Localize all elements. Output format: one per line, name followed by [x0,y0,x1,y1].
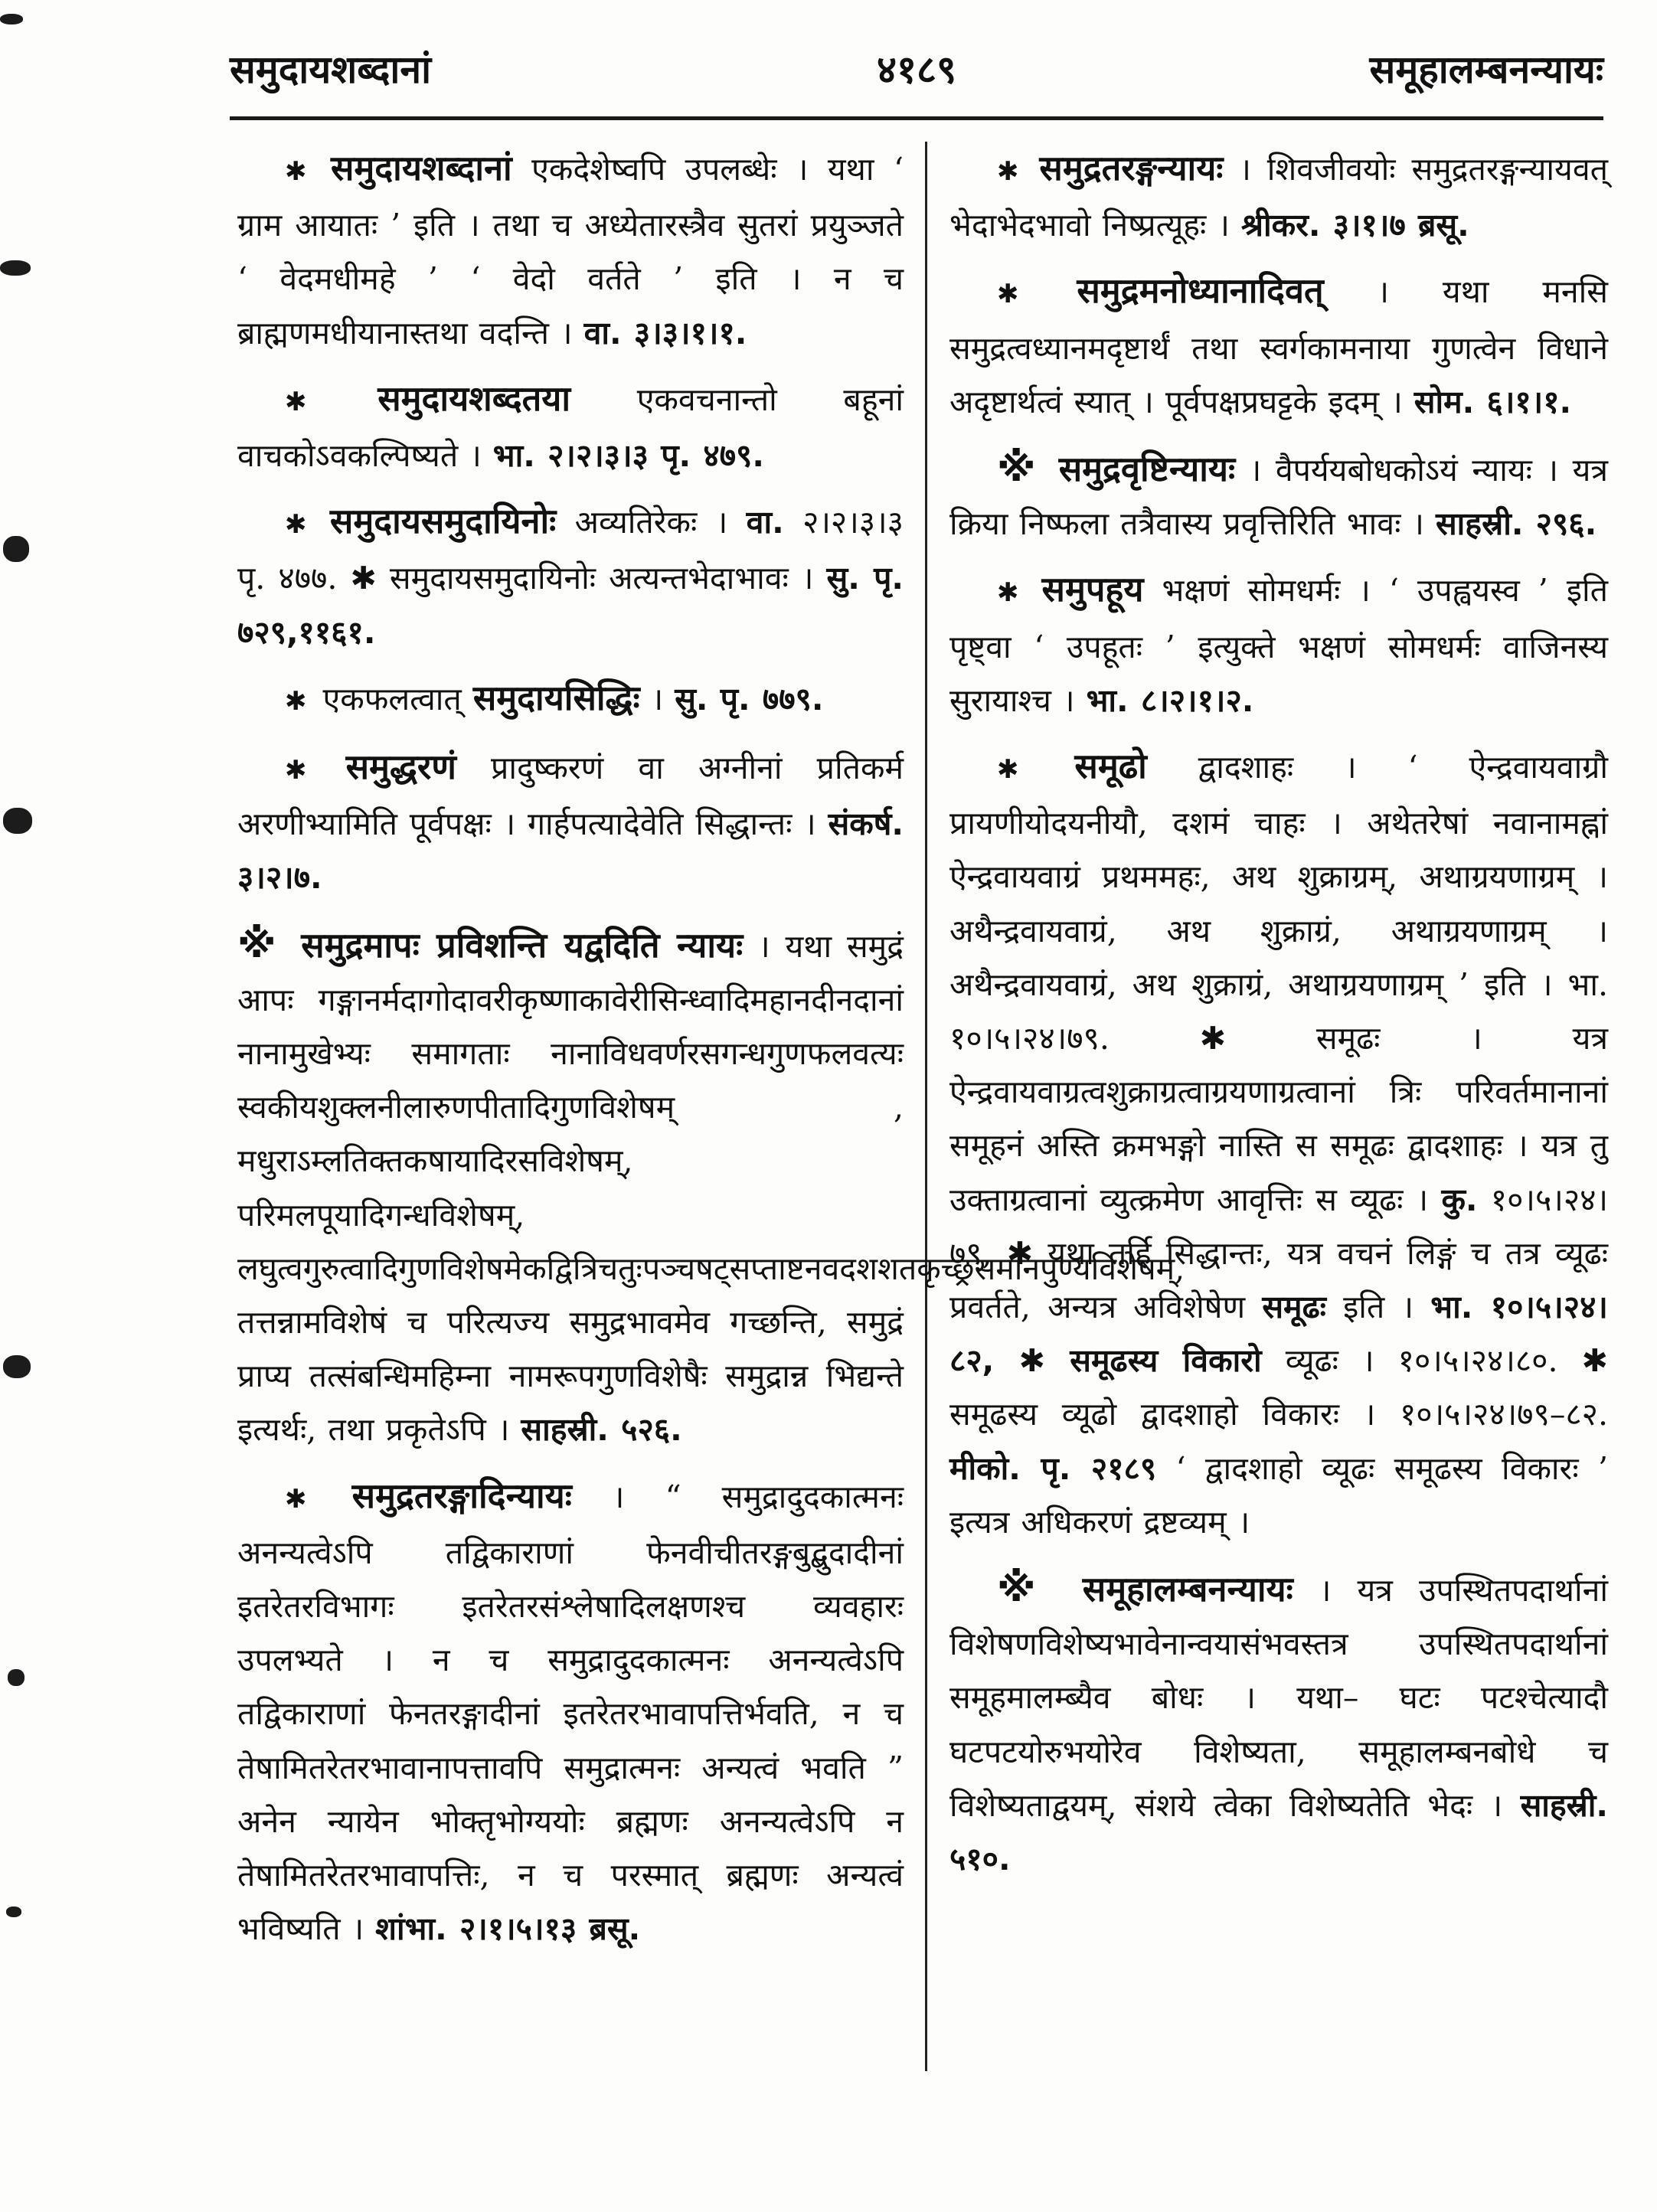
entry-text: ‘ द्वादशाहो व्यूढः समूढस्य विकारः ’ इत्यत्र अधिकरणं द्रष्टव्यम् । [949,1449,1608,1541]
entry-text: । शिवजीवयोः समुद्रतरङ्गन्यायवत् भेदाभेदभावो निष्प्रत्यूहः । [949,151,1608,244]
entry-source: भा. ८।२।१।२. [1086,681,1254,719]
entry-source: साहस्री. ५२६. [521,1411,682,1449]
entry-text: १०।५।२४।७९, ✱ यथा तर्हि सिद्धान्तः, यत्र वचनं लिङ्गं च तत्र व्यूढः प्रवर्तते, अन्यत्र अविशेषेण [949,1181,1608,1326]
entry-text: । [651,680,675,717]
scan-speck [0,14,23,25]
right-column [949,142,1608,1898]
nyaya-marker-icon: ※ [997,445,1039,492]
entry-text: द्वादशाहः । ‘ ऐन्द्रवायवाग्रौ प्रायणीयोदयनीयौ, दशमं चाहः । अथेतरेषां नवानामह्नां ऐन्द्रवायवाग्रं प्रथममहः, अथ शुक्राग्रम्, अथाग्रयणाग्रम् । अथैन्द्रवायवाग्रं, अथ शुक्राग्रं, अथाग्रयणाग्रम् । अथैन्द्रवायवाग्रं, अथ शुक्राग्रं, अथाग्रयणाग्रम् ’ इति । भा. १०।५।२४।७९. ✱ समूढः । यत्र ऐन्द्रवायवाग्रत्वशुक्राग्रत्वाग्रयणाग्रत्वानां त्रिः परिवर्तमानानां समूहनं अस्ति क्रमभङ्गो नास्ति स समूढः द्वादशाहः । यत्र तु उक्ताग्रत्वानां व्युत्क्रमेण आवृत्तिः स व्यूढः । [949,749,1608,1218]
entry-source: शांभा. २।१।५।१३ ब्रसू. [375,1910,641,1948]
entry-marker: ✱ [997,279,1019,310]
dictionary-entry [949,563,1608,727]
entry-text: २।२।३।३ पृ. ४७७. ✱ समुदायसमुदायिनोः अत्यन्तभेदाभावः । [237,504,904,597]
header-left-guideword: समुदायशब्दानां [230,47,432,92]
entry-headword: समुपहूय [1041,569,1144,610]
entry-text: । यत्र उपस्थितपदार्थानां विशेषणविशेष्यभावेनान्वयासंभवस्तत्र उपस्थितपदार्थानां समूहमालम्ब्यैव बोधः । यथा– घटः पटश्चेत्यादौ घटपटयोरुभयोरेव विशेष्यता, समूहालम्बनबोधे च विशेष्यताद्वयम्, संशये त्वेका विशेष्यतेति भेदः । [949,1572,1608,1824]
dictionary-entry [949,264,1608,429]
dictionary-entry [949,441,1608,551]
entry-source: संकर्ष. ३।२।७. [237,805,904,897]
entry-headword: समुदायशब्दतया [377,377,571,419]
header-right-guideword: समूहालम्बनन्यायः [1369,47,1603,92]
entry-text: व्यूढः । १०।५।२४।८०. ✱ समूढस्य व्यूढो द्वादशाहो विकारः । १०।५।२४।७९–८२. [949,1342,1608,1433]
entry-marker: ✱ [285,755,307,786]
dictionary-entry [237,495,904,659]
entry-text: अव्यतिरेकः । [574,504,747,541]
entry-marker: ✱ [285,685,307,717]
entry-text: इति । [1343,1289,1431,1326]
entry-text: प्रादुष्करणं वा अग्नीनां प्रतिकर्म अरणीभ्यामिति पूर्वपक्षः । गार्हपत्यादेवेति सिद्धान्तः । [237,750,904,843]
entry-text: । वैपर्ययबोधकोऽयं न्यायः । यत्र क्रिया निष्फला तत्रैवास्य प्रवृत्तिरिति भावः । [949,452,1608,543]
entry-marker: ✱ [997,577,1019,609]
entry-headword: समूहालम्बनन्यायः [1082,1569,1293,1610]
entry-marker: ✱ [285,509,307,541]
entry-marker: ✱ [285,386,307,417]
entry-source: कु. [1441,1181,1478,1218]
running-header [230,42,1603,119]
entry-source: समूढः [1262,1289,1326,1326]
scan-speck [8,1669,25,1686]
scan-speck [3,1355,31,1378]
entry-source: साहस्री. ५१०. [949,1786,1608,1878]
entry-source: भा. १०।५।२४।८२, ✱ समूढस्य विकारो [949,1289,1608,1380]
entry-source: भा. २।२।३।३ पृ. ४७९. [492,437,764,475]
scan-speck [0,260,31,276]
dictionary-entry [237,740,904,905]
dictionary-entry [949,142,1608,252]
scan-speck [3,536,29,562]
dictionary-entry [237,142,904,360]
entry-marker: ✱ [997,156,1019,187]
entry-source: मीको. पृ. २१८९ [949,1449,1157,1487]
header-rule [230,116,1603,120]
dictionary-entry [237,372,904,482]
entry-marker: ✱ [997,754,1019,786]
entry-headword: समूढो [1074,746,1147,787]
entry-text: । यथा मनसि समुद्रत्वध्यानमदृष्टार्थं तथा स्वर्गकामनाया गुणत्वेन विधाने अदृष्टार्थत्वं स्यात् । पूर्वपक्षप्रघट्टके इदम् । [949,273,1608,420]
entry-source: वा. [746,504,784,541]
entry-source: सोम. ६।१।१. [1414,383,1572,420]
entry-text: एकवचनान्तो बहूनां वाचकोऽवकल्पिष्यते । [237,381,904,475]
entry-headword: समुदायसिद्धिः [472,677,640,718]
column-divider [925,142,927,2071]
entry-source: श्रीकर. ३।१।७ ब्रसू. [1240,207,1469,244]
scan-speck [6,1907,21,1917]
dictionary-entry [237,671,904,728]
entry-text: एकफलत्वात् [322,680,473,717]
entry-marker: ✱ [285,156,307,187]
entry-source: साहस्री. २९६. [1435,505,1597,543]
entry-headword: समुद्रतरङ्गन्यायः [1039,148,1224,188]
scan-speck [3,808,32,834]
entry-source: वा. ३।३।१।१. [583,314,747,351]
entry-headword: समुद्रतरङ्गादिन्यायः [351,1475,572,1516]
entry-text: एकदेशेष्वपि उपलब्धेः । यथा ‘ ग्राम आयातः ’ इति । तथा च अध्येतारस्त्रैव सुतरां प्रयुञ्जते ‘ वेदमधीमहे ’ ‘ वेदो वर्तते ’ इति । न च ब्राह्मणमधीयानास्तथा वदन्ति । [237,151,904,351]
entry-source: सु. पृ. ७७९. [675,680,824,717]
dictionary-entry [949,1561,1608,1886]
entry-marker: ✱ [285,1483,307,1514]
dictionary-entry [237,1469,904,1956]
entry-text: । “ समुद्रादुदकात्मनः अनन्यत्वेऽपि तद्विकाराणां फेनवीचीतरङ्गबुद्बुदादीनां इतरेतरविभागः इतरेतरसंश्लेषादिलक्षणश्च व्यवहारः उपलभ्यते । न च समुद्रादुदकात्मनः अनन्यत्वेऽपि तद्विकाराणां फेनतरङ्गादीनां इतरेतरभावापत्तिर्भवति, न च तेषामितरेतरभावानापत्तावपि समुद्रात्मनः अन्यत्वं भवति ” अनेन न्यायेन भोक्तृभोग्ययोः ब्रह्मणः अनन्यत्वेऽपि न तेषामितरेतरभावापत्तिः, न च परस्मात् ब्रह्मणः अन्यत्वं भविष्यति । [237,1478,904,1948]
page-number: ४१८९ [877,47,956,92]
entry-headword: समुद्रमनोध्यानादिवत् [1077,270,1324,312]
entry-headword: समुद्धरणं [345,747,456,788]
entry-text: भक्षणं सोमधर्मः । ‘ उपह्वयस्व ’ इति पृष्ट्वा ‘ उपहूतः ’ इत्युक्ते भक्षणं सोमधर्मः वाजिनस्य सुरायाश्च । [949,572,1608,719]
dictionary-entry [949,740,1608,1549]
entry-source: सु. पृ. ७२९,११६१. [237,560,904,651]
entry-headword: समुद्रमापः प्रविशन्ति यद्वदिति न्यायः [301,924,744,966]
nyaya-marker-icon: ※ [997,1565,1051,1612]
entry-headword: समुद्रवृष्टिन्यायः [1058,449,1236,490]
nyaya-marker-icon: ※ [237,920,280,967]
entry-headword: समुदायशब्दानां [330,148,512,188]
dictionary-entry [237,917,1185,1457]
entry-headword: समुदायसमुदायिनोः [329,501,557,542]
entry-text: । यथा समुद्रं आपः गङ्गानर्मदागोदावरीकृष्णाकावेरीसिन्ध्वादिमहानदीनदानां नानामुखेभ्यः समागताः नानाविधवर्णरसगन्धगुणफलवत्यः स्वकीयशुक्लनीलारुणपीतादिगुणविशेषम् , मधुराऽम्लतिक्तकषायादिरसविशेषम्, परिमलपूयादिगन्धविशेषम्, लघुत्वगुरुत्वादिगुणविशेषमेकद्वित्रिचतुःपञ्चषट्सप्ताष्टनवदशशतकृच्छ्रसमानपुण्यविशेषम्, तत्तन्नामविशेषं च परित्यज्य समुद्रभावमेव गच्छन्ति, समुद्रं प्राप्य तत्संबन्धिमहिम्ना नामरूपगुणविशेषैः समुद्रान्न भिद्यन्ते इत्यर्थः, तथा प्रकृतेऽपि । [237,927,1185,1449]
